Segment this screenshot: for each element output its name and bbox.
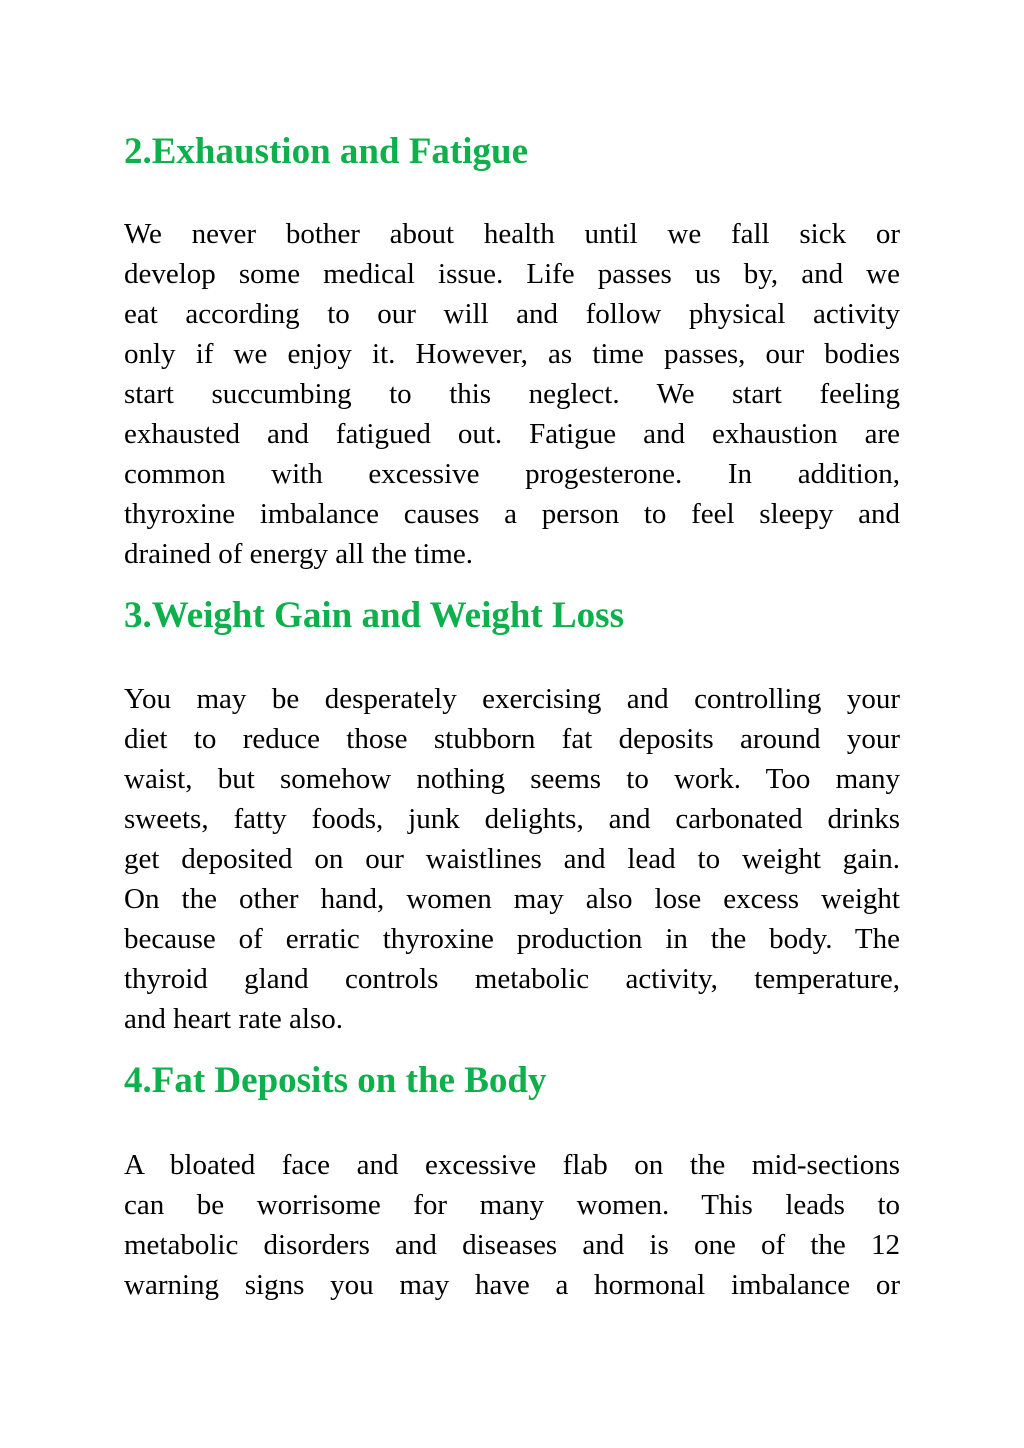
section-paragraph-exhaustion <box>124 214 900 574</box>
paragraph-line: A bloated face and excessive flab on the mid-sections <box>124 1149 900 1181</box>
paragraph-line: develop some medical issue. Life passes us by, and we <box>124 258 900 290</box>
paragraph-line: exhausted and fatigued out. Fatigue and exhaustion are <box>124 418 900 450</box>
paragraph-line: only if we enjoy it. However, as time passes, our bodies <box>124 338 900 370</box>
section-paragraph-fat-deposits <box>124 1145 900 1305</box>
section-heading-fat-deposits: 4.Fat Deposits on the Body <box>124 1060 547 1101</box>
paragraph-line: thyroid gland controls metabolic activity, temperature, <box>124 963 900 995</box>
paragraph-line: common with excessive progesterone. In addition, <box>124 458 900 490</box>
section-paragraph-weight <box>124 679 900 1039</box>
section-heading-exhaustion: 2.Exhaustion and Fatigue <box>124 131 529 172</box>
paragraph-line: You may be desperately exercising and controlling your <box>124 683 900 715</box>
paragraph-line: get deposited on our waistlines and lead to weight gain. <box>124 843 900 875</box>
paragraph-line: can be worrisome for many women. This leads to <box>124 1189 900 1221</box>
paragraph-line: because of erratic thyroxine production in the body. The <box>124 923 900 955</box>
paragraph-line: metabolic disorders and diseases and is one of the 12 <box>124 1229 900 1261</box>
paragraph-line: and heart rate also. <box>124 1003 344 1035</box>
paragraph-line: On the other hand, women may also lose excess weight <box>124 883 900 915</box>
paragraph-line: warning signs you may have a hormonal imbalance or <box>124 1269 900 1301</box>
paragraph-line: We never bother about health until we fall sick or <box>124 218 900 250</box>
paragraph-line: thyroxine imbalance causes a person to feel sleepy and <box>124 498 900 530</box>
paragraph-line: sweets, fatty foods, junk delights, and carbonated drinks <box>124 803 900 835</box>
paragraph-line: start succumbing to this neglect. We start feeling <box>124 378 900 410</box>
paragraph-line: eat according to our will and follow physical activity <box>124 298 900 330</box>
section-heading-weight: 3.Weight Gain and Weight Loss <box>124 595 624 636</box>
paragraph-line: diet to reduce those stubborn fat deposits around your <box>124 723 900 755</box>
paragraph-line: drained of energy all the time. <box>124 538 473 570</box>
paragraph-line: waist, but somehow nothing seems to work. Too many <box>124 763 900 795</box>
